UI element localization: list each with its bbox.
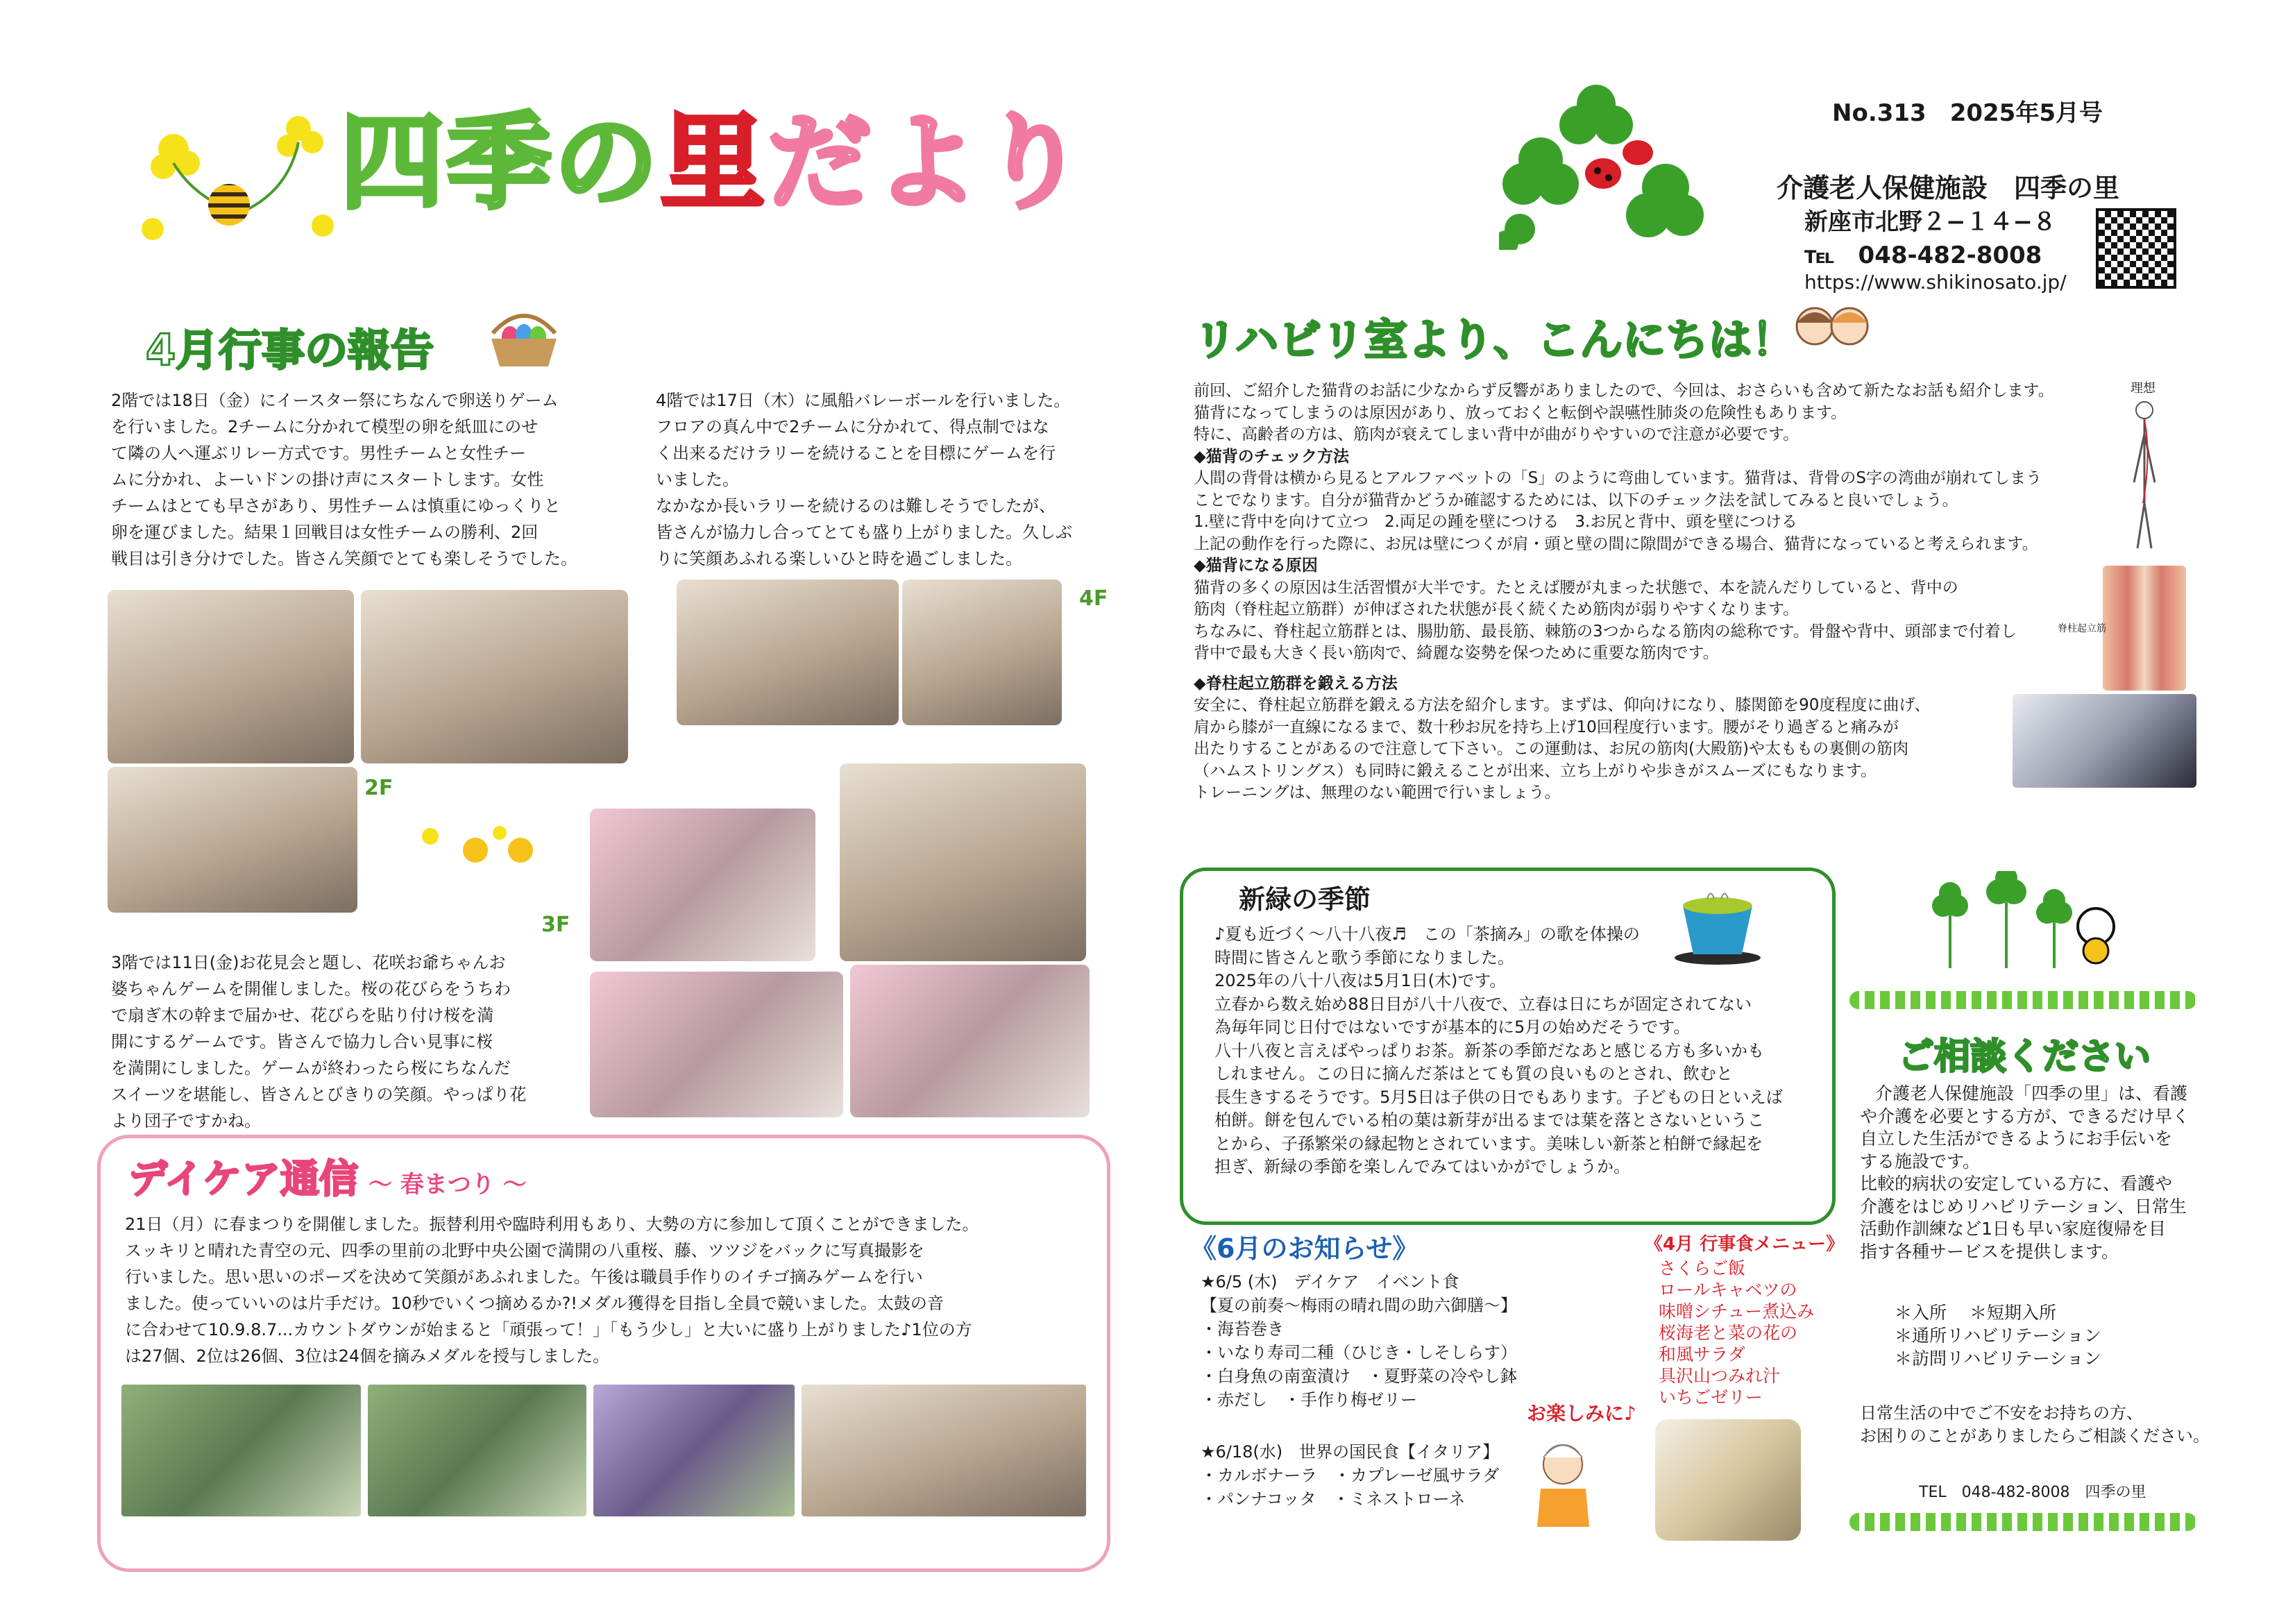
text-line: 特に、高齢者の方は、筋肉が衰えてしまい背中が曲がりやすいので注意が必要です。	[1194, 425, 1799, 443]
subheading-check-method: ◆猫背のチェック方法	[1194, 447, 1349, 466]
text-line: 1.壁に背中を向けて立つ 2.両足の踵を壁につける 3.お尻と背中、頭を壁につける	[1194, 513, 1797, 531]
menu-heading: 《4月 行事食メニュー》	[1645, 1234, 1845, 1255]
text-line: りに笑顔あふれる楽しいひと時を過ごしました。	[656, 549, 1022, 568]
subheading-cause: ◆猫背になる原因	[1194, 557, 1318, 575]
event-item: ・カルボナーラ ・カプレーゼ風サラダ	[1201, 1466, 1500, 1485]
floor-label-3f: 3F	[541, 913, 570, 937]
photo-event-meal	[1655, 1419, 1801, 1541]
text-line: 肩から膝が一直線になるまで、数十秒お尻を持ち上げ10回程度行います。腰がそり過ぎると痛みが	[1194, 718, 1899, 736]
text-line: を満開にしました。ゲームが終わったら桜にちなんだ	[111, 1058, 511, 1078]
text-line: ました。使っていいのは片手だけ。10秒でいくつ摘めるか?!メダル獲得を目指し全員で競いました。太鼓の音	[125, 1294, 944, 1313]
daycare-subtitle: 〜 春まつり 〜	[369, 1171, 527, 1199]
text-line: ことでなります。自分が猫背かどうか確認するためには、以下のチェック法を試してみると良いでしょう。	[1194, 491, 1958, 509]
title-part-sato: 里	[661, 103, 768, 223]
event-date: ★6/18(水) 世界の国民食【イタリア】	[1201, 1442, 1500, 1462]
text-line: を行いました。2チームに分かれて模型の卵を紙皿にのせ	[111, 417, 539, 437]
event-date: ★6/5 (木) デイケア イベント食	[1201, 1272, 1459, 1292]
photo-4f-balloon-3	[840, 763, 1086, 961]
text-line: 卵を運びました。結果１回戦目は女性チームの勝利、2回	[111, 523, 539, 542]
text-line: 比較的病状の安定している方に、看護や	[1860, 1174, 2173, 1194]
text-line: フロアの真ん中で2チームに分かれて、得点制ではな	[656, 417, 1049, 437]
photo-daycare-group	[121, 1385, 361, 1516]
text-line: より団子ですかね。	[111, 1111, 261, 1131]
text-line: や介護を必要とする方が、できるだけ早く	[1860, 1106, 2190, 1126]
text-line: 開にするゲームです。皆さんで協力し合い見事に桜	[111, 1032, 493, 1051]
photo-daycare-wheelchair	[368, 1385, 586, 1516]
text-line: は27個、2位は26個、3位は24個を摘みメダルを授与しました。	[125, 1346, 610, 1366]
menu-item: いちごゼリー	[1659, 1387, 1763, 1407]
text-line: て隣の人へ運ぶリレー方式です。男性チームと女性チー	[111, 443, 527, 463]
service-item: ＊通所リハビリテーション	[1895, 1326, 2101, 1346]
text-line: 皆さんが協力し合ってとても盛り上がりました。久しぶ	[656, 523, 1072, 542]
event-item: ・赤だし ・手作り梅ゼリー	[1201, 1390, 1417, 1410]
text-line: なかなか長いラリーを続けるのは難しそうでしたが、	[656, 496, 1056, 516]
text-line: 時間に皆さんと歌う季節になりました。	[1214, 947, 1514, 967]
photo-3f-members	[590, 809, 815, 961]
text-line: 担ぎ、新緑の季節を楽しんでみてはいかがでしょうか。	[1214, 1157, 1631, 1176]
menu-item: 具沢山つみれ汁	[1659, 1366, 1781, 1386]
spine-muscle-icon	[2103, 566, 2186, 691]
staff-illustration-icon	[1790, 298, 1874, 368]
text-line: 戦目は引き分けでした。皆さん笑顔でとても楽しそうでした。	[111, 549, 577, 568]
june-heading: 《6月のお知らせ》	[1190, 1233, 1419, 1264]
text-line: ちなみに、脊柱起立筋群とは、腸肋筋、最長筋、棘筋の3つからなる筋肉の総称です。骨盤や背中、頭部まで付着し	[1194, 622, 2017, 641]
text-line: ムに分かれ、よーいドンの掛け声にスタートします。女性	[111, 470, 544, 489]
text-line: スッキリと晴れた青空の元、四季の里前の北野中央公園で満開の八重桜、藤、ツツジをバックに写真撮影を	[125, 1241, 924, 1260]
text-line: 出たりすることがあるので注意して下さい。この運動は、お尻の筋肉(大殿筋)や太ももの裏側の筋肉	[1194, 740, 1908, 758]
text-line: 安全に、脊柱起立筋群を鍛える方法を紹介します。まずは、仰向けになり、膝関節を90度程度に曲げ、	[1194, 696, 1931, 714]
text-line: ♪夏も近づく〜八十八夜♬ この「茶摘み」の歌を体操の	[1214, 924, 1640, 944]
facility-name: 介護老人保健施設 四季の里	[1777, 173, 2120, 203]
muscle-label: 脊柱起立筋	[2058, 623, 2106, 634]
text-line: 立春から数え始め88日目が八十八夜で、立春は日にちが固定されてない	[1214, 994, 1752, 1014]
text-line: チームはとても早さがあり、男性チームは慎重にゆっくりと	[111, 496, 561, 516]
text-line: 婆ちゃんゲームを開催しました。桜の花びらをうちわ	[111, 979, 511, 999]
daycare-text	[125, 1211, 1090, 1369]
ideal-label: 理想	[2131, 381, 2156, 396]
clover-ladybug-icon	[1499, 83, 1707, 250]
qr-code-icon[interactable]	[2096, 208, 2176, 289]
tanoshimi-label: お楽しみに♪	[1527, 1402, 1636, 1425]
subheading-training: ◆脊柱起立筋群を鍛える方法	[1194, 674, 1398, 693]
floor-label-4f: 4F	[1079, 586, 1108, 611]
title-part-dayori: だより	[768, 103, 1089, 223]
text-line: しれません。この日に摘んだ茶はとても質の良いものとされ、飲むと	[1214, 1064, 1733, 1083]
shinryoku-heading: 新緑の季節	[1239, 884, 1371, 915]
page-title	[340, 104, 1088, 222]
text-line: 上記の動作を行った際に、お尻は壁につくが肩・頭と壁の間に隙間ができる場合、猫背になっていると考えられます。	[1194, 534, 2038, 553]
clover-character-icon	[1922, 871, 2131, 975]
photo-3f-sweets	[850, 965, 1090, 1117]
menu-item: 味噌シチュー煮込み	[1659, 1301, 1815, 1321]
text-line: スイーツを堪能し、皆さんとびきりの笑顔。やっぱり花	[111, 1085, 527, 1104]
photo-bridge-exercise	[2013, 694, 2196, 788]
event-item: ・白身魚の南蛮漬け ・夏野菜の冷やし鉢	[1201, 1367, 1517, 1386]
text-line: 指す各種サービスを提供します。	[1860, 1241, 2119, 1262]
menu-item: ロールキャベツの	[1659, 1280, 1797, 1300]
menu-item: 桜海老と菜の花の	[1659, 1323, 1798, 1343]
menu-list	[1659, 1258, 1814, 1408]
event-item: ・いなり寿司二種（ひじき・しそしらす）	[1201, 1343, 1517, 1362]
text-line: 為毎年同じ日付ではないですが基本的に5月の始めだそうです。	[1214, 1017, 1691, 1037]
bee-icon	[208, 184, 250, 226]
issue-number: No.313 2025年5月号	[1832, 99, 2103, 127]
daycare-title: デイケア通信	[128, 1157, 358, 1202]
text-line: で扇ぎ木の幹まで届かせ、花びらを貼り付け桜を満	[111, 1006, 494, 1025]
easter-basket-icon	[486, 305, 562, 368]
text-line: （ハムストリングス）も同時に鍛えることが出来、立ち上がりや歩きがスムーズにもなります。	[1194, 761, 1877, 780]
photo-2f-egg-relay-2	[361, 590, 628, 763]
text-line: 2階では18日（金）にイースター祭にちなんで卵送りゲーム	[111, 391, 559, 410]
photo-2f-egg-relay	[108, 590, 354, 763]
text-line: 21日（月）に春まつりを開催しました。振替利用や臨時利用もあり、大勢の方に参加して頂くことができました。	[125, 1215, 979, 1234]
text-line: 自立した生活ができるようにお手伝いを	[1860, 1128, 2173, 1149]
consult-closing	[1860, 1402, 2210, 1448]
text-line: 介護をはじめリハビリテーション、日常生	[1860, 1196, 2187, 1217]
photo-4f-balloon-1	[677, 580, 899, 725]
text-line: 猫背の多くの原因は生活習慣が大半です。たとえば腰が丸まった状態で、本を読んだりしていると、背中の	[1194, 578, 1958, 597]
bee-flowers-icon	[416, 819, 555, 874]
june-event-2	[1201, 1440, 1499, 1511]
text-line: トレーニングは、無理のない範囲で行いましょう。	[1194, 784, 1561, 802]
text-line: とから、子孫繁栄の縁起物とされています。美味しい新茶と柏餅で縁起を	[1214, 1133, 1763, 1153]
consult-footer: TEL 048-482-8008 四季の里	[1919, 1484, 2146, 1501]
photo-daycare-wisteria	[593, 1385, 795, 1516]
text-line: 前回、ご紹介した猫背のお話に少なからず反響がありましたので、今回は、おさらいも含めて新たなお話も紹介します。	[1194, 382, 2054, 400]
text-line: 人間の背骨は横から見るとアルファベットの「S」のように弯曲しています。猫背は、背骨のS字の湾曲が崩れてしまう	[1194, 469, 2042, 487]
june-event-1	[1201, 1270, 1517, 1412]
event-item: ・パンナコッタ ・ミネストローネ	[1201, 1489, 1466, 1509]
leaf-garland-bottom	[1849, 1513, 2196, 1531]
menu-item: さくらご飯	[1659, 1258, 1746, 1278]
services-list	[1895, 1301, 2101, 1370]
text-line: 4階では17日（木）に風船バレーボールを行いました。	[656, 391, 1071, 410]
text-line: お困りのことがありましたらご相談ください。	[1860, 1426, 2210, 1446]
text-line: 筋肉（脊柱起立筋群）が伸ばされた状態が長く続くため筋肉が弱りやすくなります。	[1194, 600, 1799, 618]
text-line: 3階では11日(金)お花見会と題し、花咲お爺ちゃんお	[111, 953, 506, 972]
text-line: いました。	[656, 470, 739, 489]
shinryoku-text	[1214, 923, 1811, 1179]
text-line: 背中で最も大きく長い筋肉で、綺麗な姿勢を保つために重要な筋肉です。	[1194, 644, 1719, 662]
text-line: 柏餅。餅を包んでいる柏の葉は新芽が出るまでは葉を落とさないというこ	[1214, 1110, 1764, 1130]
title-part-shiki: 四季の	[340, 103, 661, 223]
text-line: に合わせて10.9.8.7...カウントダウンが始まると「頑張って！」「もう少し」と大いに盛り上がりました♪1位の方	[125, 1320, 972, 1339]
text-line: 介護老人保健施設「四季の里」は、看護	[1875, 1083, 2188, 1103]
photo-4f-balloon-2	[902, 580, 1062, 725]
text-line: 2025年の八十八夜は5月1日(木)です。	[1214, 971, 1507, 990]
event-item: 【夏の前奏〜梅雨の晴れ間の助六御膳〜】	[1201, 1296, 1517, 1315]
text-line: 八十八夜と言えばやっぱりお茶。新茶の季節だなあと感じる方も多いかも	[1214, 1040, 1764, 1060]
rehab-text	[1194, 380, 2096, 804]
facility-address: 新座市北野２−１４−８	[1804, 208, 2056, 236]
facility-tel: ℡ 048-482-8008	[1804, 242, 2042, 269]
ideal-posture-icon	[2124, 399, 2165, 552]
floor-label-2f: 2F	[364, 776, 393, 800]
text-line: 活動作訓練など1日も早い家庭復帰を目	[1860, 1219, 2166, 1239]
consult-text	[1860, 1083, 2207, 1263]
text-line: 長生きするそうです。5月5日は子供の日でもあります。子どもの日といえば	[1214, 1087, 1783, 1107]
leaf-garland-top	[1849, 991, 2196, 1009]
text-line: く出来るだけラリーを続けることを目標にゲームを行	[656, 443, 1056, 463]
consult-heading: ご相談ください	[1898, 1036, 2151, 1078]
event-item: ・海苔巻き	[1201, 1319, 1284, 1339]
service-item: ＊訪問リハビリテーション	[1895, 1348, 2101, 1369]
photo-daycare-strawberry-game	[802, 1385, 1086, 1516]
text-line: 猫背になってしまうのは原因があり、放っておくと転倒や誤嚥性肺炎の危険性もあります。	[1194, 403, 1847, 422]
report-2f-text	[111, 387, 652, 572]
report-4f-text	[656, 387, 1162, 572]
flower-decoration-icon	[132, 101, 347, 246]
menu-item: 和風サラダ	[1659, 1344, 1745, 1364]
photo-3f-cherry-tree	[590, 972, 843, 1117]
april-heading: 4月行事の報告	[146, 325, 434, 375]
text-line: 行いました。思い思いのポーズを決めて笑顔があふれました。午後は職員手作りのイチゴ摘みゲームを行い	[125, 1267, 923, 1287]
service-item: ＊入所 ＊短期入所	[1895, 1303, 2056, 1323]
chef-illustration-icon	[1530, 1437, 1596, 1527]
report-3f-text	[111, 949, 583, 1134]
text-line: する施設です。	[1860, 1151, 1981, 1172]
facility-url[interactable]: https://www.shikinosato.jp/	[1804, 271, 2067, 294]
rehab-heading: リハビリ室より、こんにちは！	[1194, 314, 1795, 365]
text-line: 日常生活の中でご不安をお持ちの方、	[1860, 1403, 2143, 1423]
photo-2f-group	[108, 767, 357, 913]
daycare-heading	[128, 1149, 527, 1204]
